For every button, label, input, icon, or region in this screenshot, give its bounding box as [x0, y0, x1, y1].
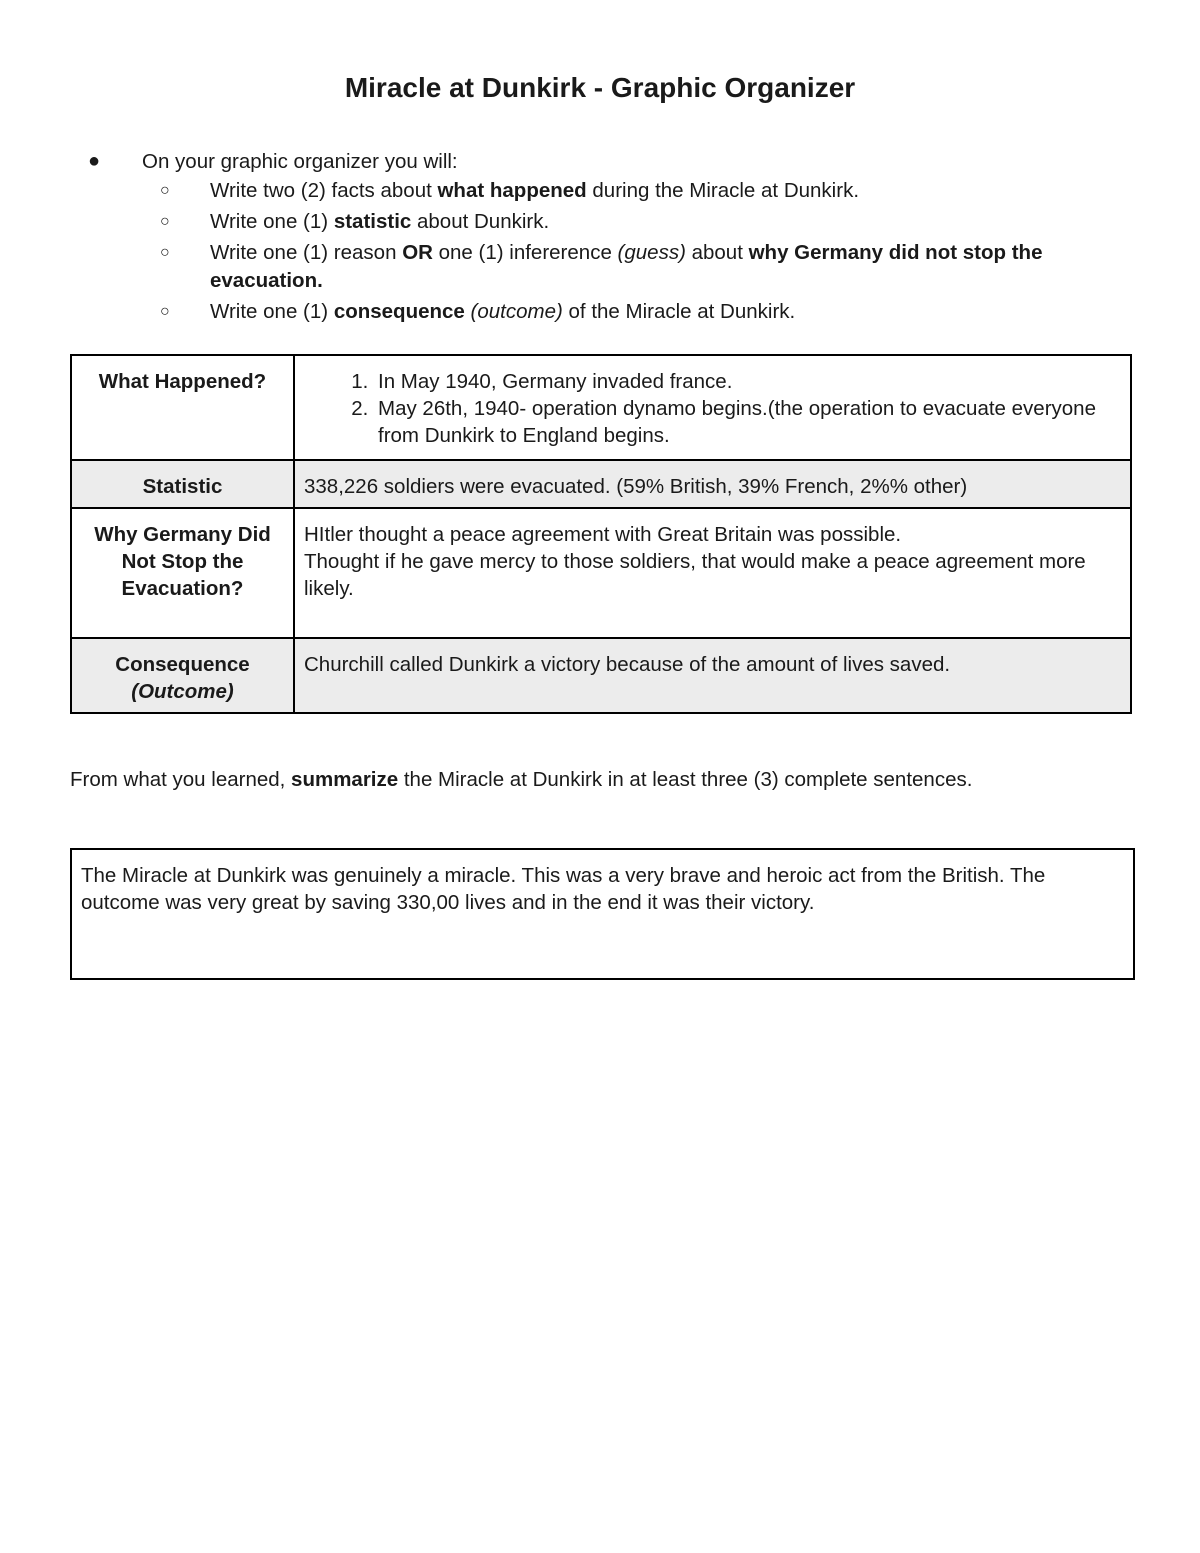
instruction-text: Write one (1)	[210, 300, 334, 323]
instruction-emphasis: what happened	[437, 179, 587, 202]
consequence-sublabel	[78, 678, 287, 705]
cell-why-germany[interactable]	[294, 508, 1131, 638]
consequence-sublabel-text: (Outcome)	[131, 680, 234, 703]
hollow-bullet-icon: ○	[160, 182, 170, 199]
instruction-italic: (outcome)	[470, 300, 563, 323]
summary-prompt-emphasis: summarize	[291, 768, 399, 791]
instructions-intro-row	[88, 146, 1138, 177]
fact-item: 1. In May 1940, Germany invaded france.	[374, 368, 1122, 395]
instruction-text: Write one (1)	[210, 210, 334, 233]
cell-statistic[interactable]: 338,226 soldiers were evacuated. (59% British, 39% French, 2%% other)	[294, 460, 1131, 508]
instruction-item	[160, 298, 1138, 326]
summary-prompt	[70, 768, 972, 792]
label-statistic: Statistic	[71, 460, 294, 508]
hollow-bullet-icon: ○	[160, 303, 170, 320]
instruction-text: Write two (2) facts about	[210, 179, 438, 202]
instruction-text: during the Miracle at Dunkirk.	[586, 179, 860, 202]
instruction-text: about Dunkirk.	[411, 210, 550, 233]
row-statistic	[71, 460, 1131, 508]
label-why-germany: Why Germany Did Not Stop the Evacuation?	[71, 508, 294, 638]
facts-list	[304, 368, 1122, 449]
instruction-text: of the Miracle at Dunkirk.	[562, 300, 796, 323]
instruction-italic: (guess)	[617, 241, 686, 264]
instruction-item	[160, 208, 1138, 236]
summary-prompt-text: From what you learned,	[70, 768, 292, 791]
summary-prompt-text: the Miracle at Dunkirk in at least three (3) complete sentences.	[398, 768, 973, 791]
row-consequence	[71, 638, 1131, 713]
bullet-icon: ●	[88, 150, 101, 172]
instructions-intro: On your graphic organizer you will:	[142, 150, 458, 173]
instruction-emphasis: statistic	[333, 210, 412, 233]
label-consequence	[71, 638, 294, 713]
instruction-emphasis: consequence	[333, 300, 465, 323]
fact-item: 2. May 26th, 1940- operation dynamo begins.(the operation to evacuate everyone from Dunkirk to England begins.	[374, 395, 1122, 449]
graphic-organizer-table	[70, 354, 1132, 714]
consequence-label: Consequence	[115, 653, 250, 676]
why-line: Thought if he gave mercy to those soldiers, that would make a peace agreement more likely.	[304, 550, 1086, 600]
row-what-happened	[71, 355, 1131, 460]
instructions	[88, 146, 1138, 329]
hollow-bullet-icon: ○	[160, 213, 170, 230]
instruction-text: one (1) infererence	[432, 241, 618, 264]
instruction-item	[160, 239, 1138, 295]
instruction-text: about	[685, 241, 749, 264]
row-why-germany	[71, 508, 1131, 638]
why-line: HItler thought a peace agreement with Great Britain was possible.	[304, 523, 902, 546]
hollow-bullet-icon: ○	[160, 244, 170, 261]
instruction-item	[160, 177, 1138, 205]
cell-what-happened[interactable]	[294, 355, 1131, 460]
instruction-emphasis: OR	[402, 241, 433, 264]
summary-answer-box[interactable]: The Miracle at Dunkirk was genuinely a miracle. This was a very brave and heroic act from the British. The outcome was very great by saving 330,00 lives and in the end it was their victory.	[70, 848, 1135, 980]
cell-consequence[interactable]: Churchill called Dunkirk a victory because of the amount of lives saved.	[294, 638, 1131, 713]
instruction-emphasis: why Germany did not stop the evacuation.	[210, 241, 1043, 292]
page-title: Miracle at Dunkirk - Graphic Organizer	[344, 72, 856, 103]
instructions-list	[160, 177, 1138, 326]
instruction-text: Write one (1) reason	[210, 241, 403, 264]
label-what-happened: What Happened?	[71, 355, 294, 460]
